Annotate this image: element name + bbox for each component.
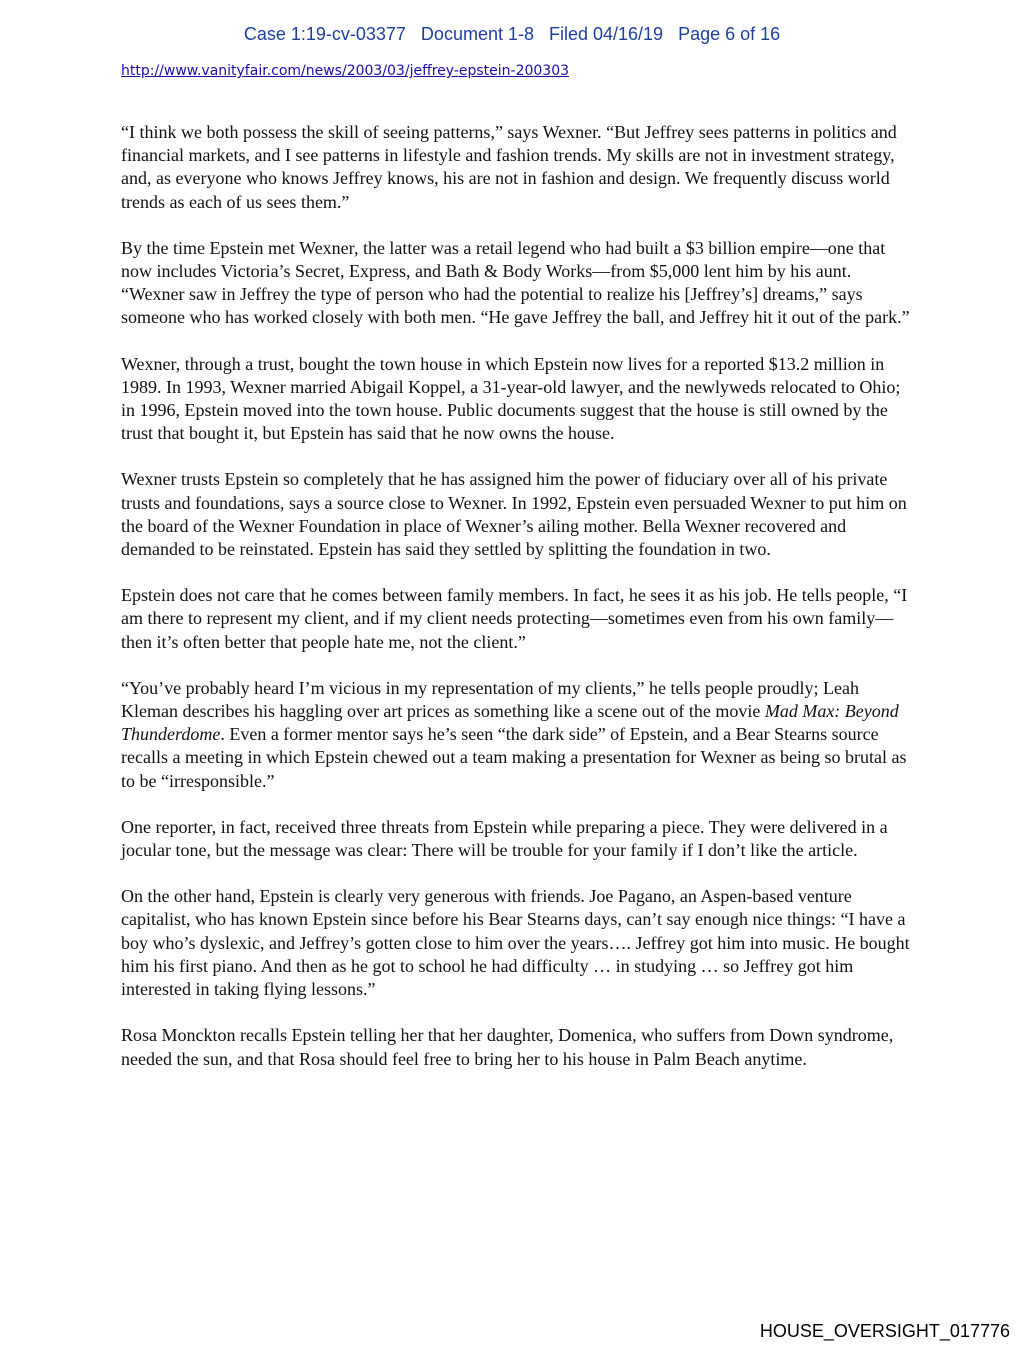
paragraph-7: One reporter, in fact, received three threats from Epstein while preparing a piece. They were delivered in a jocular tone, but the message was clear: There will be trouble for your family if I don’t like the article.	[121, 816, 888, 861]
source-url-link[interactable]: http://www.vanityfair.com/news/2003/03/jeffrey-epstein-200303	[121, 63, 570, 79]
paragraph-6-after: . Even a former mentor says he’s seen “the dark side” of Epstein, and a Bear Stearns source recalls a meeting in which Epstein chewed out a team making a presentation for Wexner as being so brutal as to be “irresponsible.”	[121, 724, 907, 791]
paragraph-5: Epstein does not care that he comes between family members. In fact, he sees it as his job. He tells people, “I am there to represent my client, and if my client needs protecting—sometimes even from his own family—then it’s often better that people hate me, not the client.”	[121, 585, 908, 652]
paragraph-2: By the time Epstein met Wexner, the latter was a retail legend who had built a $3 billion empire—one that now includes Victoria’s Secret, Express, and Bath & Body Works—from $5,000 lent him by his aunt. “Wexner saw in Jeffrey the type of person who had the potential to realize his [Jeffrey’s] dreams,” says someone who has worked closely with both men. “He gave Jeffrey the ball, and Jeffrey hit it out of the park.”	[121, 237, 910, 328]
bates-number: HOUSE_OVERSIGHT_017776	[759, 1321, 1010, 1341]
paragraph-6-before: “You’ve probably heard I’m vicious in my representation of my clients,” he tells people proudly; Leah Kleman describes his haggling over art prices as something like a scene out of the movie	[121, 677, 859, 722]
paragraph-1: “I think we both possess the skill of seeing patterns,” says Wexner. “But Jeffrey sees patterns in politics and financial markets, and I see patterns in lifestyle and fashion trends. My skills are not in investment strategy, and, as everyone who knows Jeffrey knows, his are not in fashion and design. We frequently discuss world trends as each of us sees them.”	[121, 122, 897, 212]
case-header: Case 1:19-cv-03377 Document 1-8 Filed 04/16/19 Page 6 of 16	[243, 24, 781, 44]
paragraph-4: Wexner trusts Epstein so completely that he has assigned him the power of fiduciary over all of his private trusts and foundations, says a source close to Wexner. In 1992, Epstein even persuaded Wexner to put him on the board of the Wexner Foundation in place of Wexner’s ailing mother. Bella Wexner recovered and demanded to be reinstated. Epstein has said they settled by splitting the foundation in two.	[121, 469, 907, 560]
movie-title-italic: Mad Max: Beyond Thunderdome	[121, 701, 899, 745]
paragraph-8: On the other hand, Epstein is clearly very generous with friends. Joe Pagano, an Aspen-based venture capitalist, who has known Epstein since before his Bear Stearns days, can’t say enough nice things: “I have a boy who’s dyslexic, and Jeffrey’s gotten close to him over the years…. Jeffrey got him into music. He bought him his first piano. And then as he got to school he had difficulty … in studying … so Jeffrey got him interested in taking flying lessons.”	[121, 886, 910, 1000]
paragraph-9: Rosa Monckton recalls Epstein telling her that her daughter, Domenica, who suffers from Down syndrome, needed the sun, and that Rosa should feel free to bring her to his house in Palm Beach anytime.	[121, 1025, 894, 1069]
paragraph-3: Wexner, through a trust, bought the town house in which Epstein now lives for a reported $13.2 million in 1989. In 1993, Wexner married Abigail Koppel, a 31-year-old lawyer, and the newlyweds relocated to Ohio; in 1996, Epstein moved into the town house. Public documents suggest that the house is still owned by the trust that bought it, but Epstein has said that he now owns the house.	[121, 353, 901, 444]
paragraph-6	[121, 677, 911, 793]
article-body	[121, 121, 911, 1094]
